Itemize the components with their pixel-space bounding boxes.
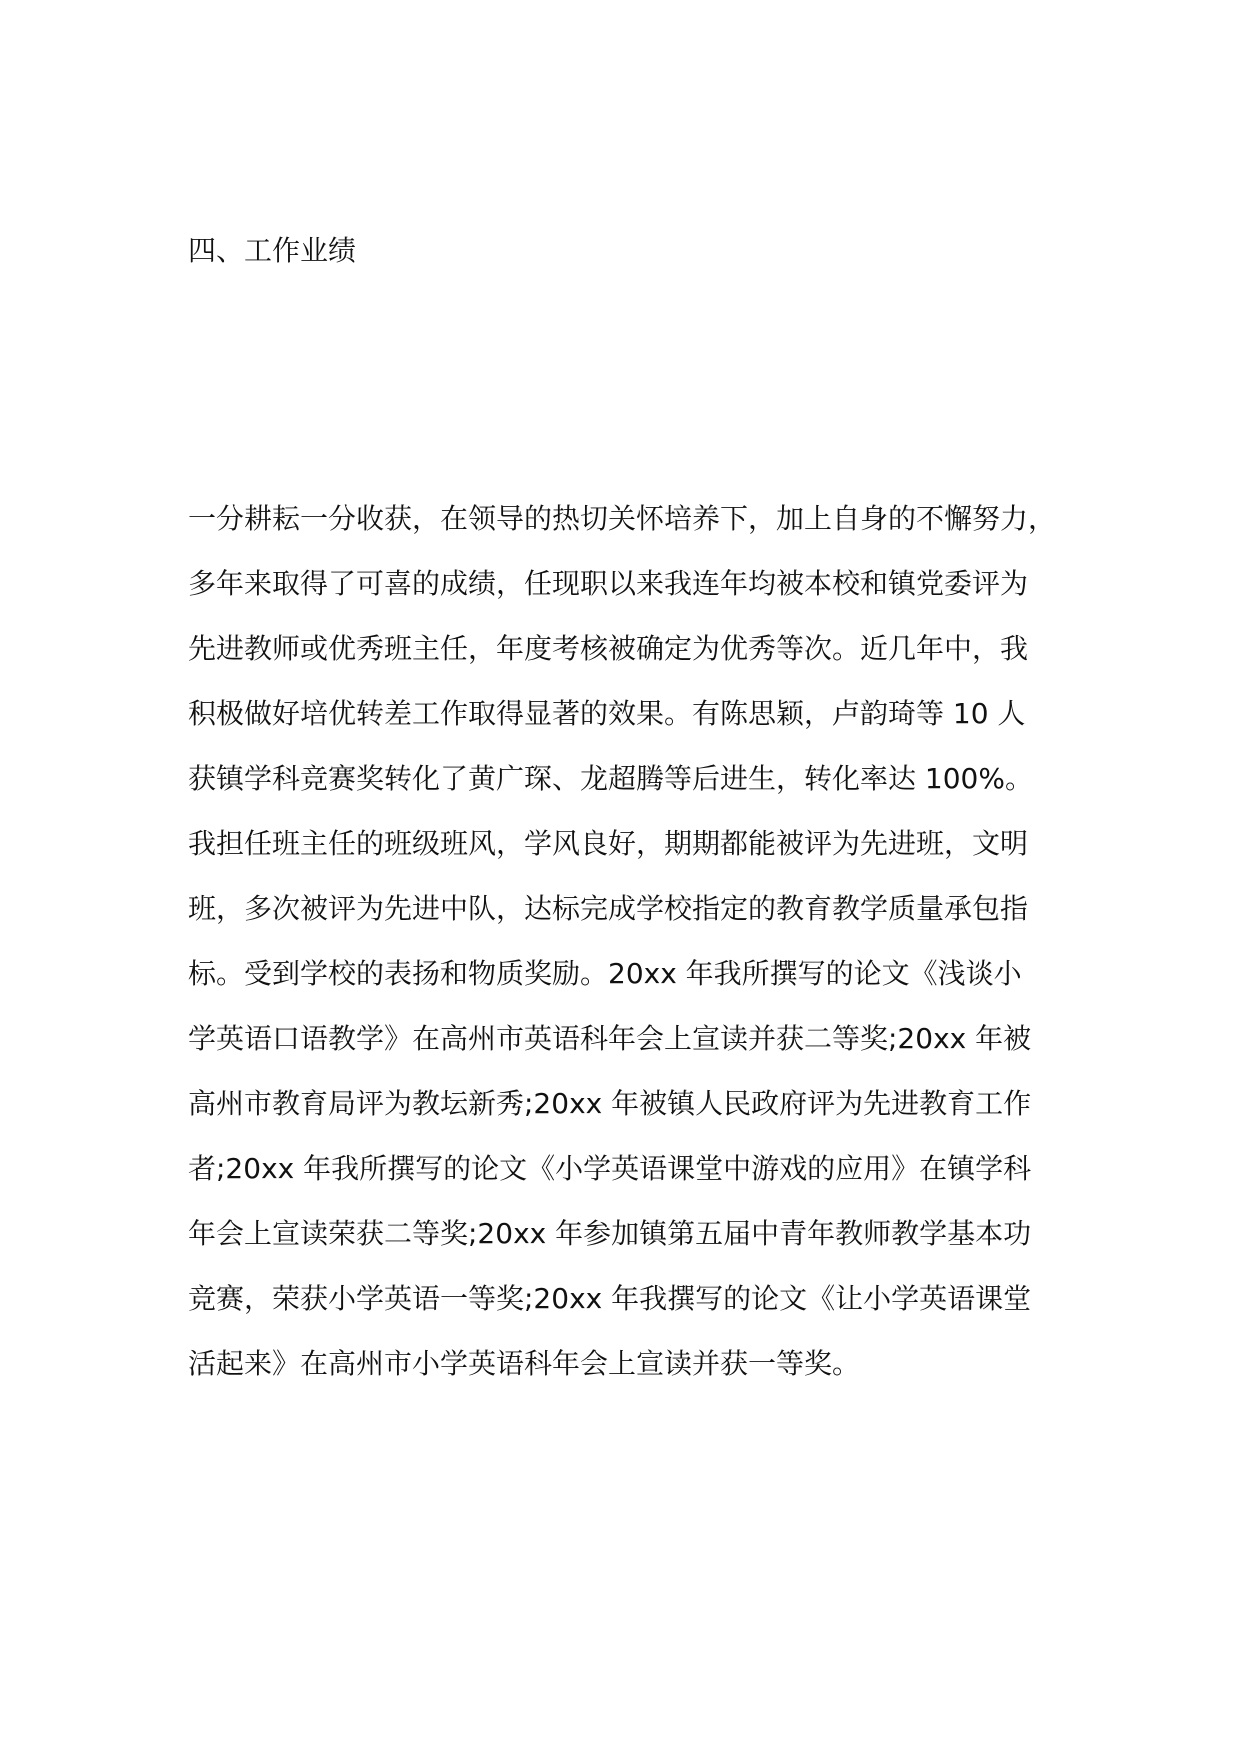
paragraph-line: 一分耕耘一分收获，在领导的热切关怀培养下，加上自身的不懈努力， bbox=[188, 502, 1057, 535]
paragraph-line: 多年来取得了可喜的成绩，任现职以来我连年均被本校和镇党委评为 bbox=[188, 567, 1029, 600]
paragraph-line: 标。受到学校的表扬和物质奖励。20xx 年我所撰写的论文《浅谈小 bbox=[188, 957, 1022, 990]
paragraph-line: 者;20xx 年我所撰写的论文《小学英语课堂中游戏的应用》在镇学科 bbox=[188, 1152, 1032, 1185]
paragraph-line: 先进教师或优秀班主任，年度考核被确定为优秀等次。近几年中，我 bbox=[188, 632, 1029, 665]
paragraph-line: 班，多次被评为先进中队，达标完成学校指定的教育教学质量承包指 bbox=[188, 892, 1029, 925]
section-heading: 四、工作业绩 bbox=[188, 234, 357, 267]
paragraph-line: 积极做好培优转差工作取得显著的效果。有陈思颖，卢韵琦等 10 人 bbox=[188, 697, 1026, 730]
paragraph-line: 高州市教育局评为教坛新秀;20xx 年被镇人民政府评为先进教育工作 bbox=[188, 1087, 1032, 1120]
body-paragraph bbox=[188, 486, 1088, 1396]
paragraph-line: 竞赛，荣获小学英语一等奖;20xx 年我撰写的论文《让小学英语课堂 bbox=[188, 1282, 1032, 1315]
paragraph-line: 年会上宣读荣获二等奖;20xx 年参加镇第五届中青年教师教学基本功 bbox=[188, 1217, 1032, 1250]
paragraph-line: 获镇学科竞赛奖转化了黄广琛、龙超腾等后进生，转化率达 100%。 bbox=[188, 762, 1033, 795]
paragraph-line: 学英语口语教学》在高州市英语科年会上宣读并获二等奖;20xx 年被 bbox=[188, 1022, 1032, 1055]
paragraph-line: 我担任班主任的班级班风，学风良好，期期都能被评为先进班，文明 bbox=[188, 827, 1029, 860]
paragraph-line: 活起来》在高州市小学英语科年会上宣读并获一等奖。 bbox=[188, 1347, 861, 1380]
